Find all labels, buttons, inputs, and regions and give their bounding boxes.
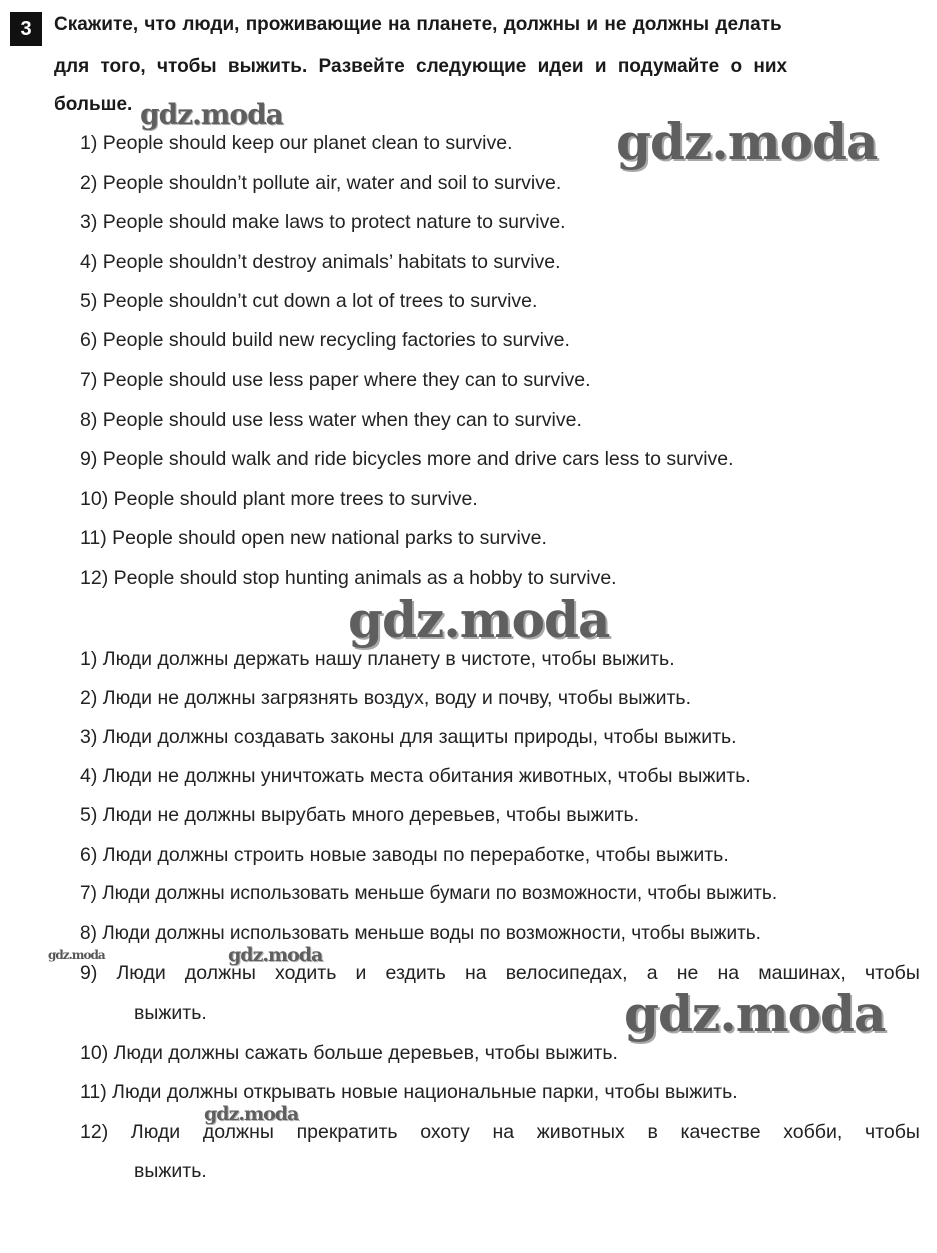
task-number-badge: 3 — [10, 12, 42, 46]
list-item — [80, 1081, 738, 1104]
list-item — [80, 962, 920, 985]
item-text: Люди не должны вырубать много деревьев, чтобы выжить. — [102, 804, 640, 826]
item-word: на — [492, 1121, 515, 1143]
list-item — [80, 211, 566, 234]
list-item — [80, 844, 729, 867]
list-item — [80, 369, 591, 392]
item-text: People should use less water when they can to survive. — [102, 409, 582, 431]
task-instruction-line-2: для того, чтобы выжить. Развейте следующие идеи и подумайте о них — [54, 56, 788, 77]
item-word: чтобы — [865, 1121, 920, 1143]
item-text: Люди должны использовать меньше бумаги по возможности, чтобы выжить. — [102, 883, 778, 904]
item-word: велосипедах, — [505, 962, 628, 984]
list-item — [80, 804, 639, 827]
item-number: 3) — [80, 726, 98, 748]
item-word: качестве — [680, 1121, 761, 1143]
watermark: gdz.moda — [348, 590, 610, 649]
list-item — [80, 883, 777, 905]
item-number: 7) — [80, 369, 98, 391]
item-text: People shouldn’t pollute air, water and soil to survive. — [102, 172, 562, 194]
item-number: 10) — [80, 488, 109, 510]
item-word: должны — [184, 962, 256, 984]
item-word: животных — [536, 1121, 625, 1143]
item-word: а — [646, 962, 658, 984]
item-word: машинах, — [758, 962, 846, 984]
item-text: People should use less paper where they can to survive. — [102, 369, 591, 391]
item-text: People shouldn’t cut down a lot of trees to survive. — [102, 290, 538, 312]
list-item — [80, 527, 547, 550]
list-item — [80, 329, 570, 352]
item-number: 4) — [80, 765, 98, 787]
item-number: 3) — [80, 211, 98, 233]
item-number: 9) — [80, 962, 98, 984]
list-item — [80, 251, 561, 274]
item-text: Люди должны создавать законы для защиты природы, чтобы выжить. — [102, 726, 737, 748]
item-word: чтобы — [864, 962, 920, 984]
item-text: Люди должны сажать больше деревьев, чтобы выжить. — [113, 1042, 618, 1064]
item-continuation: выжить. — [134, 1002, 207, 1024]
item-number: 11) — [80, 527, 107, 549]
list-item — [80, 567, 617, 590]
list-item — [80, 488, 478, 511]
item-word: в — [647, 1121, 658, 1143]
task-instruction-line-3: больше. — [54, 94, 133, 115]
item-word: прекратить — [296, 1121, 398, 1143]
item-word: хобби, — [783, 1121, 843, 1143]
item-number: 11) — [80, 1081, 107, 1103]
item-number: 1) — [80, 648, 98, 670]
list-item — [80, 132, 513, 155]
item-number: 2) — [80, 172, 98, 194]
watermark: gdz.moda — [228, 944, 323, 966]
list-item — [80, 687, 691, 710]
item-number: 10) — [80, 1042, 109, 1064]
item-text: Люди должны держать нашу планету в чистоте, чтобы выжить. — [102, 648, 675, 670]
item-word: на — [717, 962, 740, 984]
item-number: 12) — [80, 1121, 109, 1143]
item-word: должны — [202, 1121, 274, 1143]
item-word: Люди — [116, 962, 166, 984]
list-item — [80, 648, 675, 671]
watermark: gdz.moda — [624, 984, 886, 1043]
item-text: Люди не должны загрязнять воздух, воду и почву, чтобы выжить. — [102, 687, 692, 709]
item-word: ходить — [275, 962, 337, 984]
item-word: охоту — [420, 1121, 470, 1143]
item-number: 4) — [80, 251, 98, 273]
item-text: People should open new national parks to survive. — [112, 527, 547, 549]
item-text: Люди должны использовать меньше воды по возможности, чтобы выжить. — [102, 923, 761, 944]
list-item — [80, 290, 537, 313]
item-number: 6) — [80, 844, 98, 866]
watermark: gdz.moda — [616, 112, 878, 171]
item-word: и — [355, 962, 367, 984]
item-number: 12) — [80, 567, 109, 589]
item-number: 2) — [80, 687, 98, 709]
item-continuation: выжить. — [134, 1160, 207, 1182]
item-text: Люди не должны уничтожать места обитания животных, чтобы выжить. — [102, 765, 751, 787]
item-text: People should stop hunting animals as a hobby to survive. — [113, 567, 617, 589]
watermark: gdz.moda — [48, 948, 105, 962]
item-word: Люди — [130, 1121, 181, 1143]
item-number: 9) — [80, 448, 98, 470]
item-text: Люди должны строить новые заводы по переработке, чтобы выжить. — [102, 844, 729, 866]
item-text: People should walk and ride bicycles more and drive cars less to survive. — [102, 448, 734, 470]
item-number: 8) — [80, 923, 97, 944]
item-number: 5) — [80, 804, 98, 826]
item-word: ездить — [385, 962, 446, 984]
list-item — [80, 726, 737, 749]
item-text: People shouldn’t destroy animals’ habitats to survive. — [102, 251, 561, 273]
task-instruction-line-1: Скажите, что люди, проживающие на планете, должны и не должны делать — [54, 14, 782, 35]
item-word: на — [464, 962, 487, 984]
item-word: не — [676, 962, 699, 984]
item-number: 6) — [80, 329, 98, 351]
item-text: People should keep our planet clean to survive. — [102, 132, 513, 154]
item-text: People should build new recycling factories to survive. — [102, 329, 570, 351]
watermark: gdz.moda — [204, 1103, 299, 1125]
list-item — [80, 923, 761, 945]
watermark: gdz.moda — [140, 98, 283, 131]
item-text: People should make laws to protect nature to survive. — [102, 211, 566, 233]
list-item — [80, 765, 751, 788]
list-item — [80, 448, 734, 471]
list-item — [80, 172, 561, 195]
list-item — [80, 409, 582, 432]
item-number: 7) — [80, 883, 97, 904]
item-number: 8) — [80, 409, 98, 431]
item-text: Люди должны открывать новые национальные парки, чтобы выжить. — [112, 1081, 738, 1103]
list-item — [80, 1042, 618, 1065]
item-number: 5) — [80, 290, 98, 312]
item-number: 1) — [80, 132, 98, 154]
item-text: People should plant more trees to survive. — [113, 488, 478, 510]
